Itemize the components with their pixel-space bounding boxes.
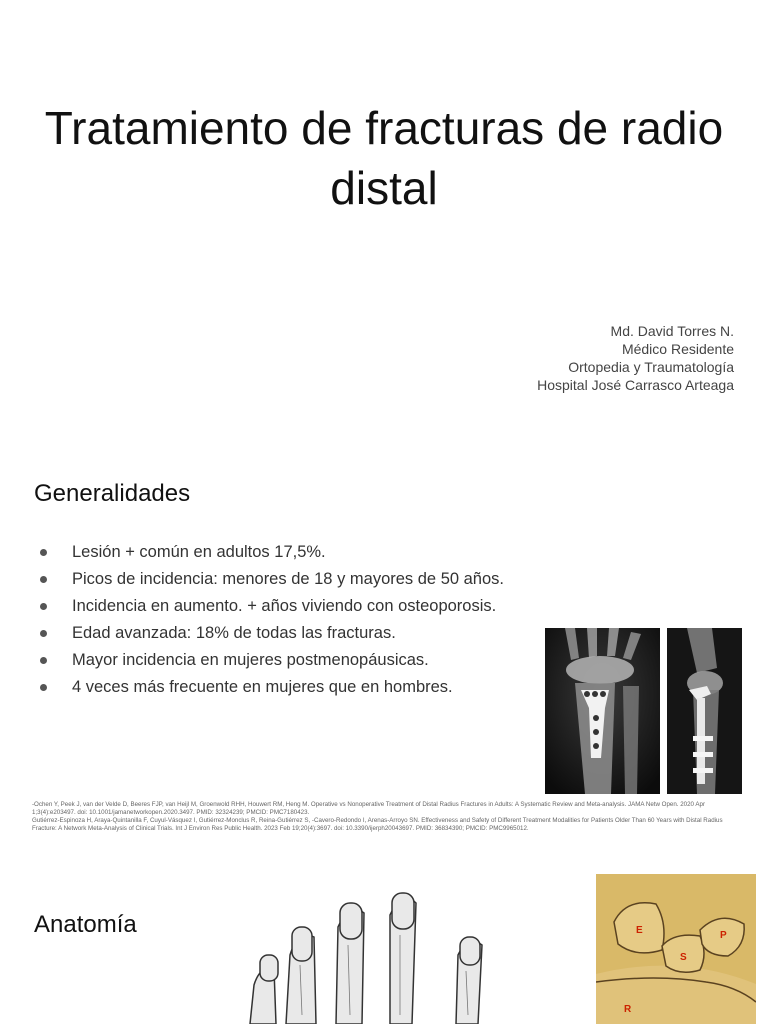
bullet-item: 4 veces más frecuente en mujeres que en hombres. (38, 674, 504, 701)
xray-ap-image (545, 628, 660, 794)
xray-lateral-image (667, 628, 742, 794)
bullet-item: Incidencia en aumento. + años viviendo con osteoporosis. (38, 593, 504, 620)
hand-bones-illustration (240, 885, 520, 1024)
author-block (537, 322, 734, 394)
anatomia-slide (0, 855, 768, 1024)
bullet-item: Lesión + común en adultos 17,5%. (38, 539, 504, 566)
bullet-dot-icon (40, 630, 47, 637)
bullet-item: Edad avanzada: 18% de todas las fracturas. (38, 620, 504, 647)
bullet-item: Mayor incidencia en mujeres postmenopáusicas. (38, 647, 504, 674)
bullet-list (38, 539, 504, 701)
reference-1: -Ochen Y, Peek J, van der Velde D, Beeres FJP, van Heijl M, Groenwold RHH, Houwert RM, Heng M. Operative vs Nonoperative Treatment of Distal Radius Fractures in Adults: A Systematic Review and Meta-analysis. JAMA Netw Open. 2020 Apr 1;3(4):e203497. doi: 10.1001/jamanetworkopen.2020.3497. PMID: 32324239; PMCID: PMC7180423. (32, 801, 706, 816)
section-heading: Generalidades (34, 480, 191, 507)
author-name: Md. David Torres N. (610, 323, 734, 339)
author-hospital: Hospital José Carrasco Arteaga (537, 377, 734, 393)
generalidades-slide (0, 455, 768, 855)
presentation-title: Tratamiento de fracturas de radio distal (44, 102, 724, 214)
carpal-anatomy-photo (596, 874, 756, 1024)
bullet-item: Picos de incidencia: menores de 18 y mayores de 50 años. (38, 566, 504, 593)
carpal-label-e: E (636, 925, 643, 936)
bullet-dot-icon (40, 576, 47, 583)
author-role: Médico Residente (621, 341, 734, 357)
bullet-dot-icon (40, 684, 47, 691)
references (32, 801, 732, 833)
section-heading: Anatomía (34, 911, 137, 938)
carpal-label-p: P (720, 930, 727, 941)
bullet-dot-icon (40, 603, 47, 610)
bullet-dot-icon (40, 657, 47, 664)
carpal-label-s: S (680, 952, 687, 963)
bullet-dot-icon (40, 549, 47, 556)
carpal-label-r: R (624, 1004, 632, 1015)
title-slide (0, 0, 768, 455)
author-specialty: Ortopedia y Traumatología (568, 359, 734, 375)
reference-2: Gutiérrez-Espinoza H, Araya-Quintanilla F, Cuyul-Vásquez I, Gutiérrez-Monclus R, Reina-Gutiérrez S, -Cavero-Redondo I, Arenas-Arroyo SN. Effectiveness and Safety of Different Treatment Modalities for Patients Older Than 60 Years with Distal Radius Fracture: A Network Meta-Analysis of Clinical Trials. Int J Environ Res Public Health. 2023 Feb 19;20(4):3697. doi: 10.3390/ijerph20043697. PMID: 36834390; PMCID: PMC9965012. (32, 817, 723, 832)
